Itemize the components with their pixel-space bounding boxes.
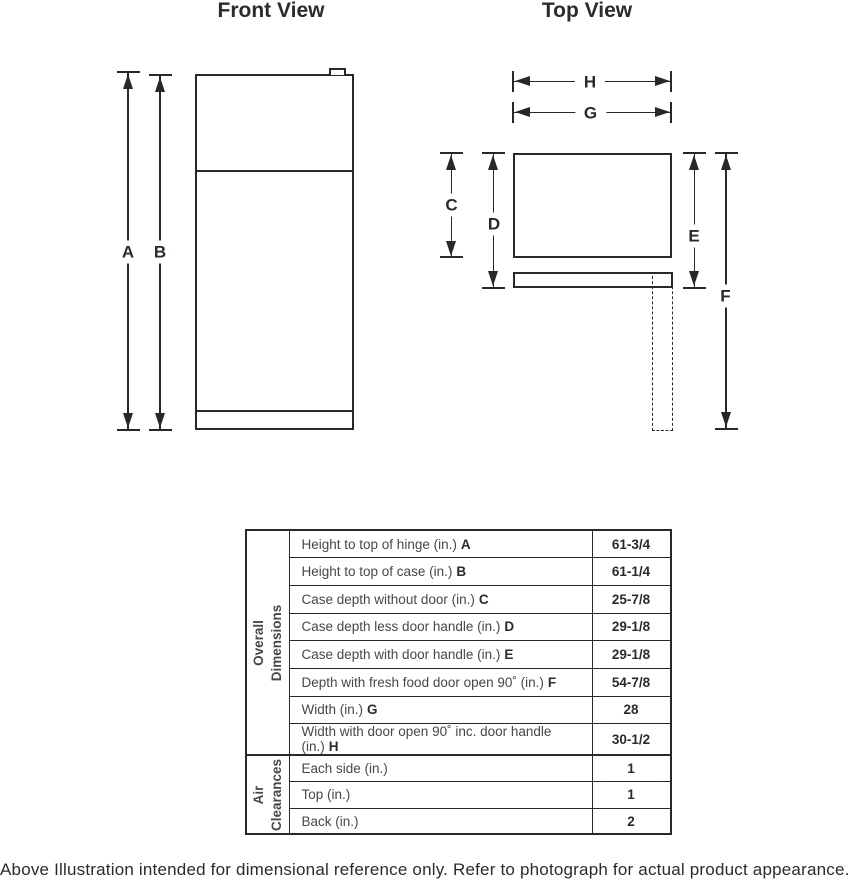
row-dim-letter: H (328, 739, 339, 755)
row-dim-letter: B (456, 564, 467, 580)
row-label: Back (in.) (301, 813, 359, 829)
dim-b-arrow-down-icon (155, 413, 165, 428)
group-label-overall-dimensions: Overall Dimensions (250, 604, 284, 681)
dim-g-arrow-right-icon (655, 107, 670, 117)
dim-d-arrow-down-icon (488, 271, 498, 286)
row-value: 61-1/4 (592, 558, 671, 586)
table-row (246, 585, 671, 613)
dim-c-arrow-up-icon (446, 155, 456, 170)
dim-g-label: G (575, 102, 606, 123)
dim-f-arrow-down-icon (721, 412, 731, 427)
dim-d-arrow-up-icon (488, 155, 498, 170)
table-row (246, 696, 671, 724)
dim-c-arrow-down-icon (446, 241, 456, 256)
row-value: 29-1/8 (592, 641, 671, 669)
dim-h-arrow-left-icon (515, 76, 530, 86)
row-dim-letter: C (478, 591, 489, 607)
dim-d-label: D (483, 213, 505, 236)
top-view-title: Top View (541, 0, 633, 22)
row-label: Depth with fresh food door open 90˚ (in.) (301, 674, 544, 690)
row-label: Height to top of case (in.) (301, 564, 453, 580)
row-dim-letter: D (504, 619, 515, 635)
door-hinge (329, 68, 346, 75)
front-case-outline (195, 74, 354, 430)
row-dim-letter: G (367, 702, 378, 718)
row-value: 1 (592, 782, 671, 808)
table-row (246, 530, 671, 558)
group-label-air-clearances: Air Clearances (250, 758, 284, 831)
dim-a-label: A (117, 241, 139, 264)
door-open-dashed-outline (652, 276, 673, 431)
top-door-outline (513, 272, 673, 289)
row-value: 28 (592, 696, 671, 724)
table-row (246, 808, 671, 834)
table-row (246, 641, 671, 669)
caption: Above Illustration intended for dimensional reference only. Refer to photograph for actual product appearance. (0, 860, 850, 879)
row-dim-letter: A (460, 536, 471, 552)
row-label: Case depth less door handle (in.) (301, 619, 501, 635)
row-label: Case depth with door handle (in.) (301, 647, 501, 663)
row-value: 2 (592, 808, 671, 834)
row-dim-letter: F (547, 674, 557, 690)
dim-e-arrow-up-icon (689, 155, 699, 170)
table-row (246, 558, 671, 586)
row-dim-letter: E (504, 647, 514, 663)
row-value: 54-7/8 (592, 668, 671, 696)
dim-f-label: F (715, 285, 735, 308)
row-value: 29-1/8 (592, 613, 671, 641)
dim-b-label: B (149, 241, 171, 264)
dim-f-arrow-up-icon (721, 155, 731, 170)
row-label: Top (in.) (301, 787, 351, 803)
table-row (246, 724, 671, 756)
dim-e-label: E (683, 225, 704, 248)
row-value: 30-1/2 (592, 724, 671, 756)
row-value: 61-3/4 (592, 530, 671, 558)
dim-e-arrow-down-icon (689, 271, 699, 286)
row-value: 25-7/8 (592, 585, 671, 613)
table-group-air-clearances (246, 755, 290, 834)
row-label: Width (in.) (301, 702, 364, 718)
dim-a-arrow-down-icon (123, 413, 133, 428)
dim-a-arrow-up-icon (123, 74, 133, 89)
dimensions-table (245, 529, 672, 835)
top-case-outline (513, 153, 672, 258)
row-label: Height to top of hinge (in.) (301, 536, 457, 552)
row-label: Width with door open 90˚ inc. door handle (in.) (301, 724, 552, 755)
dim-h-label: H (575, 71, 605, 92)
row-label: Case depth without door (in.) (301, 591, 475, 607)
row-value: 1 (592, 755, 671, 781)
table-row (246, 755, 671, 781)
dim-b-arrow-up-icon (155, 77, 165, 92)
table-group-overall-dimensions (246, 530, 290, 755)
dim-g-arrow-left-icon (515, 107, 530, 117)
row-label: Each side (in.) (301, 761, 388, 777)
dim-e-line (694, 153, 696, 288)
kick-plate-line (197, 410, 352, 412)
table-row (246, 668, 671, 696)
table-row (246, 782, 671, 808)
dim-h-arrow-right-icon (655, 76, 670, 86)
freezer-door-divider-line (197, 170, 352, 172)
front-view-title: Front View (217, 0, 325, 22)
table-row (246, 613, 671, 641)
dim-c-label: C (440, 194, 462, 217)
